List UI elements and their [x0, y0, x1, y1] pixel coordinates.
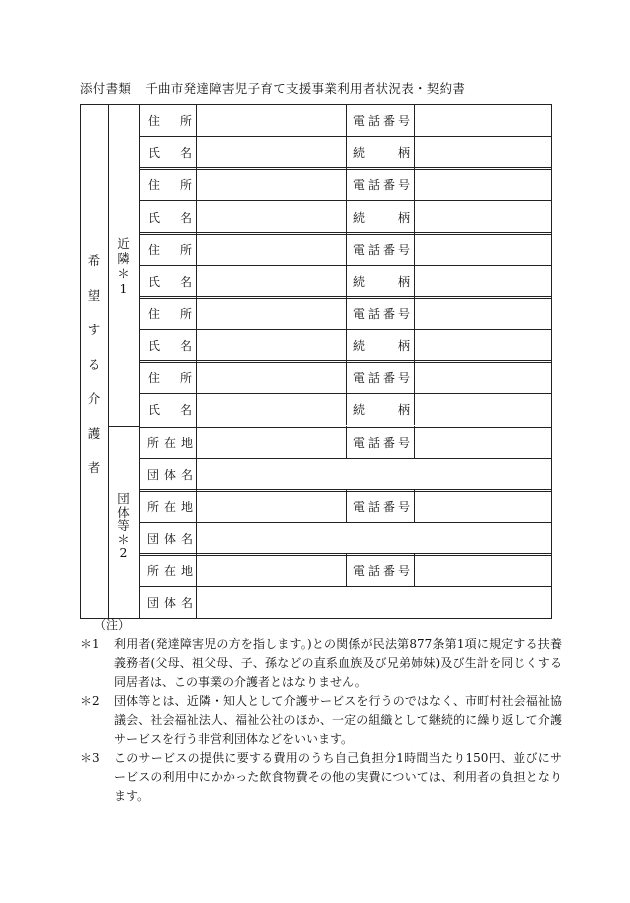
- row-line-double: [139, 362, 551, 363]
- label-name: 氏 名: [148, 146, 192, 161]
- row-line-double: [139, 169, 551, 170]
- col-divider-5: [414, 104, 415, 168]
- label-address: 住 所: [148, 114, 192, 129]
- label-group-name: 団 体 名: [147, 467, 193, 482]
- note-item: [80, 692, 562, 749]
- section-label-neighbor: 近 隣 ＊ 1: [117, 236, 130, 296]
- label-name: 氏 名: [148, 339, 192, 354]
- col-divider-5: [414, 554, 415, 586]
- col-divider-3: [196, 104, 197, 618]
- label-name: 氏 名: [148, 210, 192, 225]
- note-text: 利用者(発達障害児の方を指します。)との関係が民法第877条第1項に規定する扶養義務者(父母、祖父母、子、孫などの直系血族及び兄弟姉妹)及び生計を同じくする同居者は、この事業の介護者とはなりません。: [114, 637, 562, 689]
- col-divider-4: [346, 104, 347, 168]
- col-divider-5: [414, 168, 415, 232]
- title-main: 千曲市発達障害児子育て支援事業利用者状況表・契約書: [145, 81, 466, 96]
- row-line: [139, 232, 551, 233]
- label-relation: 続 柄: [353, 339, 410, 354]
- label-phone: 電 話 番 号: [353, 242, 410, 257]
- col-divider-4: [346, 361, 347, 425]
- label-phone: 電 話 番 号: [353, 435, 410, 450]
- label-relation: 続 柄: [353, 210, 410, 225]
- row-line: [139, 360, 551, 361]
- section-label-group: 団 体 等 ＊ 2: [117, 491, 130, 560]
- col-divider-2: [139, 104, 140, 618]
- label-address: 住 所: [148, 242, 192, 257]
- row-line: [139, 296, 551, 297]
- row-line: [139, 136, 551, 137]
- row-line: [139, 553, 551, 554]
- label-relation: 続 柄: [353, 403, 410, 418]
- label-address: 住 所: [148, 371, 192, 386]
- row-line: [139, 329, 551, 330]
- row-line: [139, 489, 551, 490]
- row-line: [139, 522, 551, 523]
- col-divider-4: [346, 168, 347, 232]
- row-line-double: [139, 555, 551, 556]
- row-line-double: [139, 427, 551, 428]
- label-group-name: 団 体 名: [147, 596, 193, 611]
- title-prefix: 添付書類: [80, 81, 132, 96]
- label-group-name: 団 体 名: [147, 532, 193, 547]
- label-phone: 電 話 番 号: [353, 306, 410, 321]
- col-divider-4: [346, 297, 347, 361]
- row-line: [139, 265, 551, 266]
- col-divider-5: [414, 233, 415, 297]
- row-line-double: [139, 234, 551, 235]
- label-name: 氏 名: [148, 403, 192, 418]
- col-divider-5: [414, 490, 415, 522]
- row-line: [139, 458, 551, 459]
- col-divider-5: [414, 426, 415, 458]
- col-divider-4: [346, 554, 347, 586]
- col-divider-4: [346, 426, 347, 458]
- notes-list: [80, 635, 562, 806]
- note-text: このサービスの提供に要する費用のうち自己負担分1時間当たり150円、並びにサービスの利用中にかかった飲食物費その他の実費については、利用者の負担となります。: [114, 751, 562, 803]
- col-divider-4: [346, 233, 347, 297]
- notes-section: [80, 616, 562, 806]
- row-line: [139, 167, 551, 168]
- row-line-double: [139, 491, 551, 492]
- row-line: [139, 200, 551, 201]
- note-item: [80, 749, 562, 806]
- row-line-double: [139, 298, 551, 299]
- col-divider-5: [414, 297, 415, 361]
- label-location: 所 在 地: [147, 435, 193, 450]
- label-address: 住 所: [148, 178, 192, 193]
- table-border-top: [80, 104, 551, 105]
- label-name: 氏 名: [148, 274, 192, 289]
- note-mark: ＊2: [80, 694, 100, 708]
- col-divider-5: [414, 361, 415, 425]
- notes-heading: （注）: [94, 618, 131, 632]
- label-relation: 続 柄: [353, 146, 410, 161]
- section-divider: [108, 426, 139, 427]
- label-location: 所 在 地: [147, 499, 193, 514]
- label-phone: 電 話 番 号: [353, 178, 410, 193]
- note-mark: ＊1: [80, 637, 100, 651]
- note-mark: ＊3: [80, 751, 100, 765]
- row-line: [139, 393, 551, 394]
- label-relation: 続 柄: [353, 274, 410, 289]
- label-address: 住 所: [148, 306, 192, 321]
- label-phone: 電 話 番 号: [353, 114, 410, 129]
- label-phone: 電 話 番 号: [353, 499, 410, 514]
- label-phone: 電 話 番 号: [353, 371, 410, 386]
- note-text: 団体等とは、近隣・知人として介護サービスを行うのではなく、市町村社会福祉協議会、社会福祉法人、福祉公社のほか、一定の組織として継続的に繰り返して介護サービスを行う非営利団体などをいいます。: [114, 694, 562, 746]
- section-label-desired-caregiver: 希 望 す る 介 護 者: [87, 253, 101, 475]
- col-divider-4: [346, 490, 347, 522]
- table-border-right: [551, 104, 552, 619]
- row-line: [139, 586, 551, 587]
- note-item: [80, 635, 562, 692]
- label-phone: 電 話 番 号: [353, 564, 410, 579]
- label-location: 所 在 地: [147, 564, 193, 579]
